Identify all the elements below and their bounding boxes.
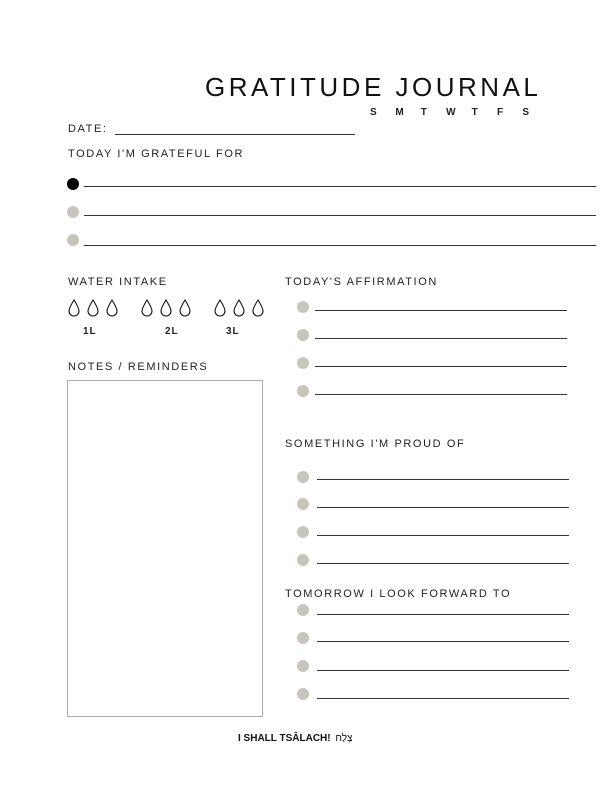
grateful-line-3[interactable] bbox=[84, 245, 596, 246]
liter-label-1: 1L bbox=[83, 326, 97, 337]
bullet-dot bbox=[297, 632, 309, 644]
grateful-line-1[interactable] bbox=[84, 186, 596, 187]
proud-line-3[interactable] bbox=[317, 535, 569, 536]
bullet-dot bbox=[297, 471, 309, 483]
bullet-dot bbox=[67, 178, 79, 190]
bullet-dot bbox=[67, 206, 79, 218]
grateful-line-2[interactable] bbox=[84, 215, 596, 216]
day-friday[interactable]: F bbox=[496, 107, 504, 118]
bullet-dot bbox=[297, 498, 309, 510]
grateful-heading: TODAY I'M GRATEFUL FOR bbox=[68, 148, 245, 160]
bullet-dot bbox=[297, 357, 309, 369]
water-drop-icon[interactable] bbox=[252, 299, 264, 317]
water-drop-icon[interactable] bbox=[179, 299, 191, 317]
bullet-dot bbox=[67, 234, 79, 246]
water-drop-icon[interactable] bbox=[87, 299, 99, 317]
forward-line-2[interactable] bbox=[317, 641, 569, 642]
day-wednesday[interactable]: W bbox=[446, 107, 456, 118]
footer-tagline bbox=[238, 733, 353, 744]
proud-line-4[interactable] bbox=[317, 563, 569, 564]
day-sunday[interactable]: S bbox=[370, 107, 377, 118]
bullet-dot bbox=[297, 329, 309, 341]
bullet-dot bbox=[297, 554, 309, 566]
footer-text: I SHALL TSÂLACH! bbox=[238, 733, 331, 744]
notes-heading: NOTES / REMINDERS bbox=[68, 361, 209, 373]
affirmation-line-1[interactable] bbox=[315, 310, 567, 311]
day-saturday[interactable]: S bbox=[522, 107, 530, 118]
affirmation-line-3[interactable] bbox=[315, 366, 567, 367]
notes-box[interactable] bbox=[67, 380, 263, 717]
bullet-dot bbox=[297, 688, 309, 700]
affirmation-line-2[interactable] bbox=[315, 338, 567, 339]
forward-line-3[interactable] bbox=[317, 670, 569, 671]
date-field[interactable] bbox=[115, 134, 355, 135]
footer-hebrew: צָלַח bbox=[335, 733, 353, 744]
affirmation-heading: TODAY'S AFFIRMATION bbox=[285, 276, 438, 288]
liter-label-2: 2L bbox=[165, 326, 179, 337]
weekday-selector bbox=[370, 107, 548, 118]
proud-heading: SOMETHING I'M PROUD OF bbox=[285, 438, 466, 450]
bullet-dot bbox=[297, 526, 309, 538]
proud-line-2[interactable] bbox=[317, 507, 569, 508]
bullet-dot bbox=[297, 385, 309, 397]
day-thursday[interactable]: T bbox=[471, 107, 478, 118]
day-monday[interactable]: M bbox=[395, 107, 404, 118]
liter-label-3: 3L bbox=[226, 326, 240, 337]
bullet-dot bbox=[297, 604, 309, 616]
water-drop-icon[interactable] bbox=[68, 299, 80, 317]
water-drop-icon[interactable] bbox=[214, 299, 226, 317]
bullet-dot bbox=[297, 301, 309, 313]
water-drop-icon[interactable] bbox=[141, 299, 153, 317]
water-drop-icon[interactable] bbox=[160, 299, 172, 317]
bullet-dot bbox=[297, 660, 309, 672]
affirmation-line-4[interactable] bbox=[315, 394, 567, 395]
page-title: GRATITUDE JOURNAL bbox=[205, 72, 542, 102]
water-drop-icon[interactable] bbox=[106, 299, 118, 317]
water-heading: WATER INTAKE bbox=[68, 276, 168, 288]
date-label: DATE: bbox=[68, 123, 108, 135]
day-tuesday[interactable]: T bbox=[420, 107, 427, 118]
forward-heading: TOMORROW I LOOK FORWARD TO bbox=[285, 588, 512, 600]
forward-line-1[interactable] bbox=[317, 614, 569, 615]
water-drop-icon[interactable] bbox=[233, 299, 245, 317]
proud-line-1[interactable] bbox=[317, 479, 569, 480]
forward-line-4[interactable] bbox=[317, 698, 569, 699]
